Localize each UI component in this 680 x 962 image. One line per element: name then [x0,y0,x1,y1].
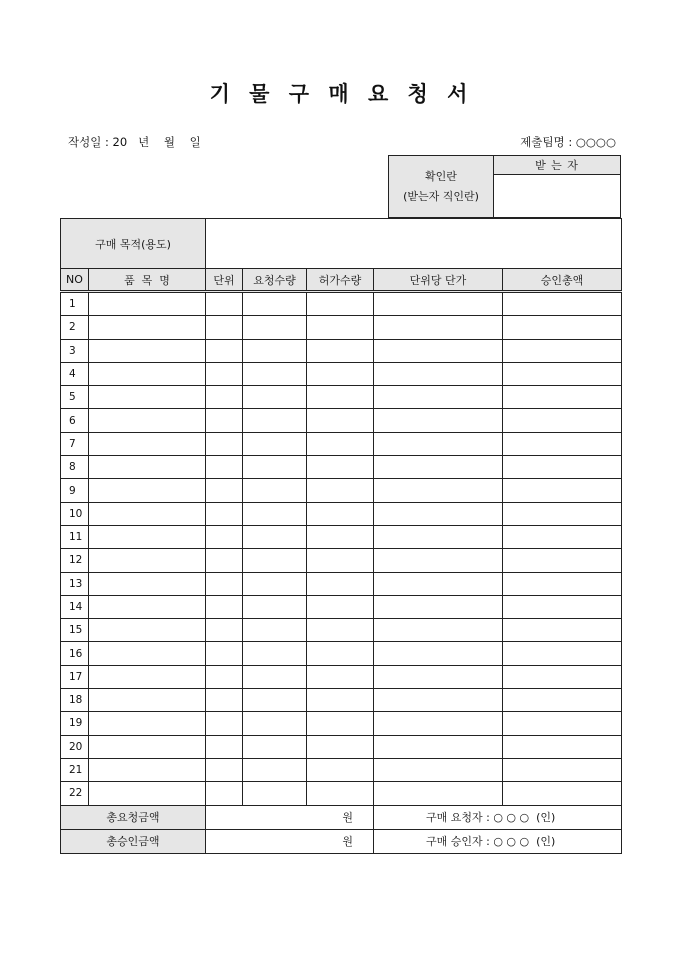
cell-unit[interactable] [206,572,243,595]
cell-item-name[interactable] [89,479,206,502]
request-total-amount[interactable]: 원 [206,805,374,829]
cell-approved-total[interactable] [503,689,622,712]
table-row [61,712,622,735]
cell-unit-price[interactable] [374,456,503,479]
cell-unit[interactable] [206,712,243,735]
cell-requested-qty[interactable] [243,549,307,572]
cell-approved-total[interactable] [503,758,622,781]
table-row [61,525,622,548]
cell-unit-price[interactable] [374,502,503,525]
cell-item-no: 7 [61,432,89,455]
cell-item-no: 19 [61,712,89,735]
table-row [61,432,622,455]
cell-unit-price[interactable] [374,595,503,618]
cell-item-no: 20 [61,735,89,758]
cell-unit-price[interactable] [374,479,503,502]
cell-approved-qty[interactable] [307,758,374,781]
table-row [61,316,622,339]
table-row [61,409,622,432]
cell-approved-total[interactable] [503,525,622,548]
cell-item-name[interactable] [89,316,206,339]
cell-unit-price[interactable] [374,619,503,642]
cell-approved-total[interactable] [503,502,622,525]
cell-item-no: 2 [61,316,89,339]
col-header-unit: 단위 [206,269,243,292]
cell-item-name[interactable] [89,642,206,665]
cell-item-name[interactable] [89,689,206,712]
confirm-label-line2: (받는자 직인란) [403,189,479,203]
cell-unit-price[interactable] [374,339,503,362]
cell-unit-price[interactable] [374,316,503,339]
cell-unit-price[interactable] [374,292,503,316]
cell-item-name[interactable] [89,362,206,385]
cell-approved-total[interactable] [503,432,622,455]
cell-unit[interactable] [206,362,243,385]
cell-item-no: 5 [61,386,89,409]
request-person: 구매 요청자 : ○ ○ ○ (인) [374,805,622,829]
cell-requested-qty[interactable] [243,292,307,316]
cell-approved-qty[interactable] [307,619,374,642]
cell-item-name[interactable] [89,619,206,642]
cell-requested-qty[interactable] [243,432,307,455]
cell-unit[interactable] [206,689,243,712]
cell-unit-price[interactable] [374,782,503,805]
table-row [61,689,622,712]
cell-approved-total[interactable] [503,549,622,572]
date-line: 작성일 : 20 년 월 일 [68,135,201,149]
cell-item-name[interactable] [89,339,206,362]
col-header-approved-total: 승인총액 [503,269,622,292]
cell-item-name[interactable] [89,712,206,735]
cell-item-no: 14 [61,595,89,618]
approved-total-label: 총승인금액 [61,829,206,853]
approved-total-amount[interactable]: 원 [206,829,374,853]
cell-requested-qty[interactable] [243,595,307,618]
cell-requested-qty[interactable] [243,502,307,525]
cell-item-no: 16 [61,642,89,665]
confirm-label-line1: 확인란 [425,169,457,183]
cell-unit[interactable] [206,619,243,642]
cell-unit-price[interactable] [374,549,503,572]
cell-approved-qty[interactable] [307,456,374,479]
cell-requested-qty[interactable] [243,642,307,665]
cell-unit-price[interactable] [374,758,503,781]
cell-approved-total[interactable] [503,595,622,618]
cell-approved-qty[interactable] [307,432,374,455]
purpose-label: 구매 목적(용도) [61,219,206,269]
cell-approved-qty[interactable] [307,595,374,618]
cell-item-no: 1 [61,292,89,316]
approval-person: 구매 승인자 : ○ ○ ○ (인) [374,829,622,853]
cell-unit[interactable] [206,549,243,572]
table-row [61,595,622,618]
cell-approved-qty[interactable] [307,292,374,316]
cell-unit[interactable] [206,758,243,781]
cell-approved-qty[interactable] [307,409,374,432]
table-row [61,782,622,805]
cell-item-no: 8 [61,456,89,479]
table-row [61,642,622,665]
cell-item-name[interactable] [89,595,206,618]
cell-unit[interactable] [206,665,243,688]
table-row [61,502,622,525]
col-header-item-name: 품 목 명 [89,269,206,292]
col-header-requested-qty: 요청수량 [243,269,307,292]
cell-item-name[interactable] [89,292,206,316]
cell-approved-qty[interactable] [307,502,374,525]
submitter-team: 제출팀명 : ○○○○ [520,135,616,149]
cell-requested-qty[interactable] [243,689,307,712]
cell-approved-total[interactable] [503,362,622,385]
cell-item-no: 6 [61,409,89,432]
col-header-unit-price: 단위당 단가 [374,269,503,292]
cell-approved-total[interactable] [503,456,622,479]
cell-item-no: 15 [61,619,89,642]
cell-unit-price[interactable] [374,665,503,688]
cell-approved-total[interactable] [503,292,622,316]
cell-approved-qty[interactable] [307,316,374,339]
cell-unit-price[interactable] [374,735,503,758]
cell-item-no: 10 [61,502,89,525]
cell-unit[interactable] [206,642,243,665]
request-total-label: 총요청금액 [61,805,206,829]
cell-item-name[interactable] [89,549,206,572]
table-row [61,456,622,479]
table-row [61,665,622,688]
cell-unit[interactable] [206,502,243,525]
cell-unit[interactable] [206,409,243,432]
cell-requested-qty[interactable] [243,479,307,502]
cell-item-name[interactable] [89,525,206,548]
cell-unit-price[interactable] [374,712,503,735]
table-row [61,339,622,362]
cell-requested-qty[interactable] [243,339,307,362]
cell-item-name[interactable] [89,386,206,409]
cell-item-name[interactable] [89,665,206,688]
cell-approved-total[interactable] [503,572,622,595]
cell-item-no: 9 [61,479,89,502]
cell-item-no: 22 [61,782,89,805]
cell-item-no: 11 [61,525,89,548]
cell-unit[interactable] [206,479,243,502]
cell-requested-qty[interactable] [243,619,307,642]
cell-requested-qty[interactable] [243,712,307,735]
cell-requested-qty[interactable] [243,572,307,595]
cell-item-name[interactable] [89,409,206,432]
cell-approved-qty[interactable] [307,572,374,595]
cell-approved-qty[interactable] [307,782,374,805]
cell-requested-qty[interactable] [243,758,307,781]
cell-approved-qty[interactable] [307,525,374,548]
cell-requested-qty[interactable] [243,782,307,805]
table-row [61,549,622,572]
cell-item-no: 18 [61,689,89,712]
table-row [61,362,622,385]
table-row [61,758,622,781]
table-row [61,479,622,502]
cell-requested-qty[interactable] [243,525,307,548]
cell-item-name[interactable] [89,456,206,479]
cell-requested-qty[interactable] [243,386,307,409]
cell-approved-qty[interactable] [307,735,374,758]
cell-unit[interactable] [206,386,243,409]
cell-item-no: 17 [61,665,89,688]
confirm-label [389,156,494,218]
cell-approved-total[interactable] [503,386,622,409]
table-header-row [61,269,622,292]
cell-unit-price[interactable] [374,409,503,432]
cell-unit-price[interactable] [374,432,503,455]
cell-approved-total[interactable] [503,339,622,362]
document-title: 기 물 구 매 요 청 서 [209,81,471,106]
cell-requested-qty[interactable] [243,409,307,432]
cell-item-name[interactable] [89,572,206,595]
cell-approved-qty[interactable] [307,689,374,712]
cell-unit-price[interactable] [374,572,503,595]
cell-approved-total[interactable] [503,409,622,432]
cell-unit-price[interactable] [374,642,503,665]
cell-item-name[interactable] [89,758,206,781]
cell-unit[interactable] [206,595,243,618]
cell-unit[interactable] [206,432,243,455]
cell-approved-qty[interactable] [307,712,374,735]
table-row [61,735,622,758]
cell-approved-qty[interactable] [307,479,374,502]
cell-requested-qty[interactable] [243,316,307,339]
cell-unit-price[interactable] [374,689,503,712]
cell-item-name[interactable] [89,735,206,758]
table-row [61,572,622,595]
cell-item-no: 3 [61,339,89,362]
cell-unit[interactable] [206,735,243,758]
table-row [61,619,622,642]
cell-approved-qty[interactable] [307,642,374,665]
confirm-box [388,155,621,218]
table-row [61,292,622,316]
cell-item-name[interactable] [89,782,206,805]
cell-approved-qty[interactable] [307,549,374,572]
cell-approved-qty[interactable] [307,362,374,385]
cell-item-no: 13 [61,572,89,595]
cell-approved-qty[interactable] [307,339,374,362]
table-row [61,386,622,409]
col-header-no: NO [61,269,89,292]
cell-unit-price[interactable] [374,362,503,385]
cell-requested-qty[interactable] [243,362,307,385]
cell-requested-qty[interactable] [243,665,307,688]
cell-approved-total[interactable] [503,735,622,758]
cell-approved-total[interactable] [503,665,622,688]
cell-item-no: 4 [61,362,89,385]
cell-unit[interactable] [206,292,243,316]
cell-requested-qty[interactable] [243,456,307,479]
cell-unit-price[interactable] [374,525,503,548]
cell-approved-total[interactable] [503,619,622,642]
cell-unit-price[interactable] [374,386,503,409]
cell-approved-qty[interactable] [307,665,374,688]
purchase-table [60,218,622,854]
cell-unit[interactable] [206,782,243,805]
cell-item-name[interactable] [89,432,206,455]
cell-approved-total[interactable] [503,316,622,339]
recipient-header: 받 는 자 [494,156,621,175]
cell-unit[interactable] [206,339,243,362]
purpose-input[interactable] [206,219,622,269]
cell-item-name[interactable] [89,502,206,525]
cell-unit[interactable] [206,456,243,479]
cell-approved-total[interactable] [503,479,622,502]
cell-approved-total[interactable] [503,782,622,805]
cell-item-no: 21 [61,758,89,781]
cell-approved-qty[interactable] [307,386,374,409]
cell-unit[interactable] [206,525,243,548]
recipient-stamp-cell[interactable] [494,175,621,218]
cell-item-no: 12 [61,549,89,572]
cell-unit[interactable] [206,316,243,339]
cell-requested-qty[interactable] [243,735,307,758]
col-header-approved-qty: 허가수량 [307,269,374,292]
cell-approved-total[interactable] [503,642,622,665]
cell-approved-total[interactable] [503,712,622,735]
